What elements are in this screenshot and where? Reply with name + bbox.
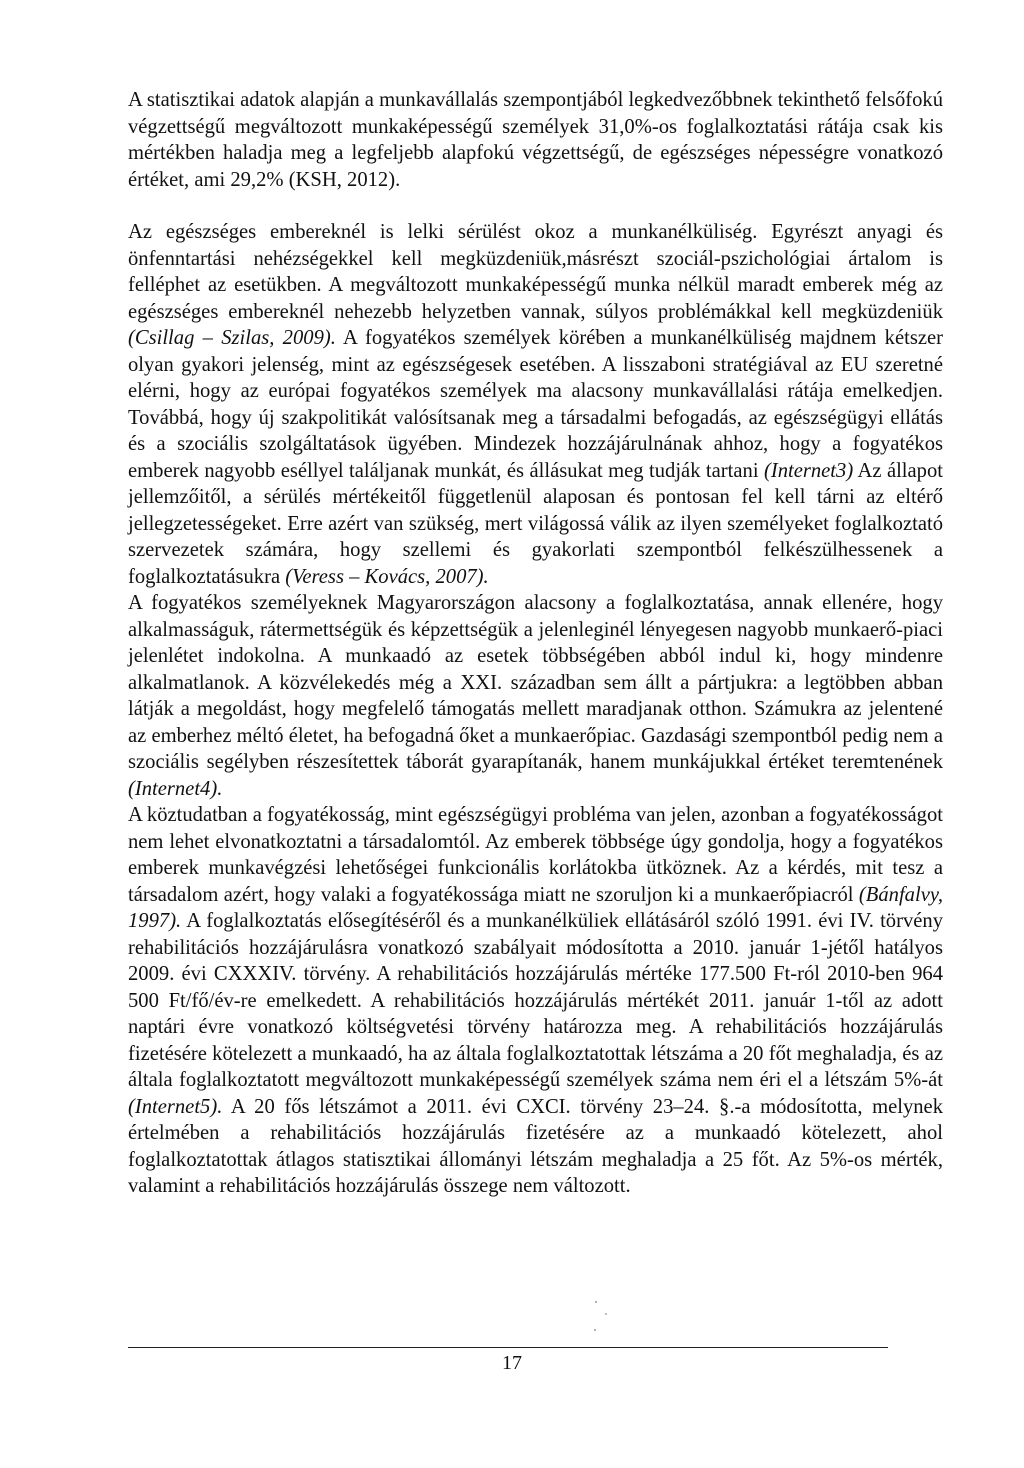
paragraph-4	[128, 802, 943, 1200]
text-run: A statisztikai adatok alapján a munkavállalás szempontjából legkedvezőbbnek tekinthető felsőfokú végzettségű megváltozott munkaképességű személyek 31,0%-os foglalkoztatási rátája csak kis mértékben haladja meg a legfeljebb alapfokú végzettségű, de egészséges népességre vonatkozó értéket, ami 29,2% (KSH, 2012).	[128, 89, 943, 191]
citation: (Veress – Kovács, 2007).	[285, 565, 489, 588]
citation: (Internet4).	[128, 777, 223, 800]
paragraph-2	[128, 219, 943, 590]
body-text	[128, 87, 943, 1200]
scan-specks	[592, 1298, 622, 1338]
citation: (Csillag – Szilas, 2009).	[128, 327, 336, 349]
footer-rule	[128, 1347, 888, 1348]
text-run: A 20 fős létszámot a 2011. évi CXCI. törvény 23–24. §.-a módosította, melynek értelmében a rehabilitációs hozzájárulás fizetésére az a munkaadó kötelezett, ahol foglalkoztatottak átlagos statisztikai állományi létszám meghaladja a 25 főt. Az 5%-os mérték, valamint a rehabilitációs hozzájárulás összege nem változott.	[128, 1095, 943, 1197]
text-run: A fogyatékos személyek körében a munkanélküliség majdnem kétszer olyan gyakori jelenség, mint az egészségesek esetében. A lisszaboni stratégiával az EU szeretné elérni, hogy az európai fogyatékos személyek ma alacsony munkavállalási rátája emelkedjen. Továbbá, hogy új szakpolitikát valósítsanak meg a társadalmi befogadás, az egészségügyi ellátás és a szociális szolgáltatások ügyében. Mindezek hozzájárulnának ahhoz, hogy a fogyatékos emberek nagyobb eséllyel találjanak munkát, és állásukat meg tudják tartani	[128, 327, 943, 482]
citation: (Internet3)	[763, 459, 854, 482]
citation: (Bánfalvy, 1997).	[128, 883, 943, 932]
citation: (Internet5).	[128, 1095, 223, 1118]
text-run: A foglalkoztatás elősegítéséről és a munkanélküliek ellátásáról szóló 1991. évi IV. törvény rehabilitációs hozzájárulásra vonatkozó szabályait módosította a 2010. január 1-jétől hatályos 2009. évi CXXXIV. törvény. A rehabilitációs hozzájárulás mértéke 177.500 Ft-ról 2010-ben 964 500 Ft/fő/év-re emelkedett. A rehabilitációs hozzájárulás mértékét 2011. január 1-től az adott naptári évre vonatkozó költségvetési törvény határozza meg. A rehabilitációs hozzájárulás fizetésére kötelezett a munkaadó, ha az általa foglalkoztatottak létszáma a 20 főt meghaladja, és az általa foglalkoztatott megváltozott munkaképességű személyek száma nem éri el a létszám 5%-át	[128, 910, 943, 1091]
text-run: A köztudatban a fogyatékosság, mint egészségügyi probléma van jelen, azonban a fogyatékosságot nem lehet elvonatkoztatni a társadalomtól. Az emberek többsége úgy gondolja, hogy a fogyatékos emberek munkavégzési lehetőségei funkcionális korlátokba ütköznek. Az a kérdés, mit tesz a társadalom azért, hogy valaki a fogyatékossága miatt ne szoruljon ki a munkaerőpiacról	[128, 804, 943, 906]
page-number: 17	[502, 1352, 522, 1374]
paragraph-3	[128, 590, 943, 802]
paragraph-1	[128, 87, 943, 193]
text-run: A fogyatékos személyeknek Magyarországon alacsony a foglalkoztatása, annak ellenére, hogy alkalmasságuk, rátermettségük és képzettségük a jelenleginél lényegesen nagyobb munkaerő-piaci jelenlétet indokolna. A munkaadó az esetek többségében abból indul ki, hogy mindenre alkalmatlanok. A közvélekedés még a XXI. században sem állt a pártjukra: a legtöbben abban látják a megoldást, hogy megfelelő támogatás mellett maradjanak otthon. Számukra az jelentené az emberhez méltó életet, ha befogadná őket a munkaerőpiac. Gazdasági szempontból pedig nem a szociális segélyben részesítettek táborát gyarapítanák, hanem munkájukkal értéket teremtenének	[128, 592, 943, 773]
text-run: Az egészséges embereknél is lelki sérülést okoz a munkanélküliség. Egyrészt anyagi és önfenntartási nehézségekkel kell megküzdeniük,másrészt szociál-pszichológiai ártalom is felléphet az esetükben. A megváltozott munkaképességű munka nélkül maradt emberek még az egészséges embereknél nehezebb helyzetben vannak, súlyos problémákkal kell megküzdeniük	[128, 221, 943, 323]
text-run: Az állapot jellemzőitől, a sérülés mértékeitől függetlenül alaposan és pontosan fel kell tárni az eltérő jellegzetességeket. Erre azért van szükség, mert világossá válik az ilyen személyeket foglalkoztató szervezetek számára, hogy szellemi és gyakorlati szempontból felkészülhessenek a foglalkoztatásukra	[128, 459, 943, 588]
